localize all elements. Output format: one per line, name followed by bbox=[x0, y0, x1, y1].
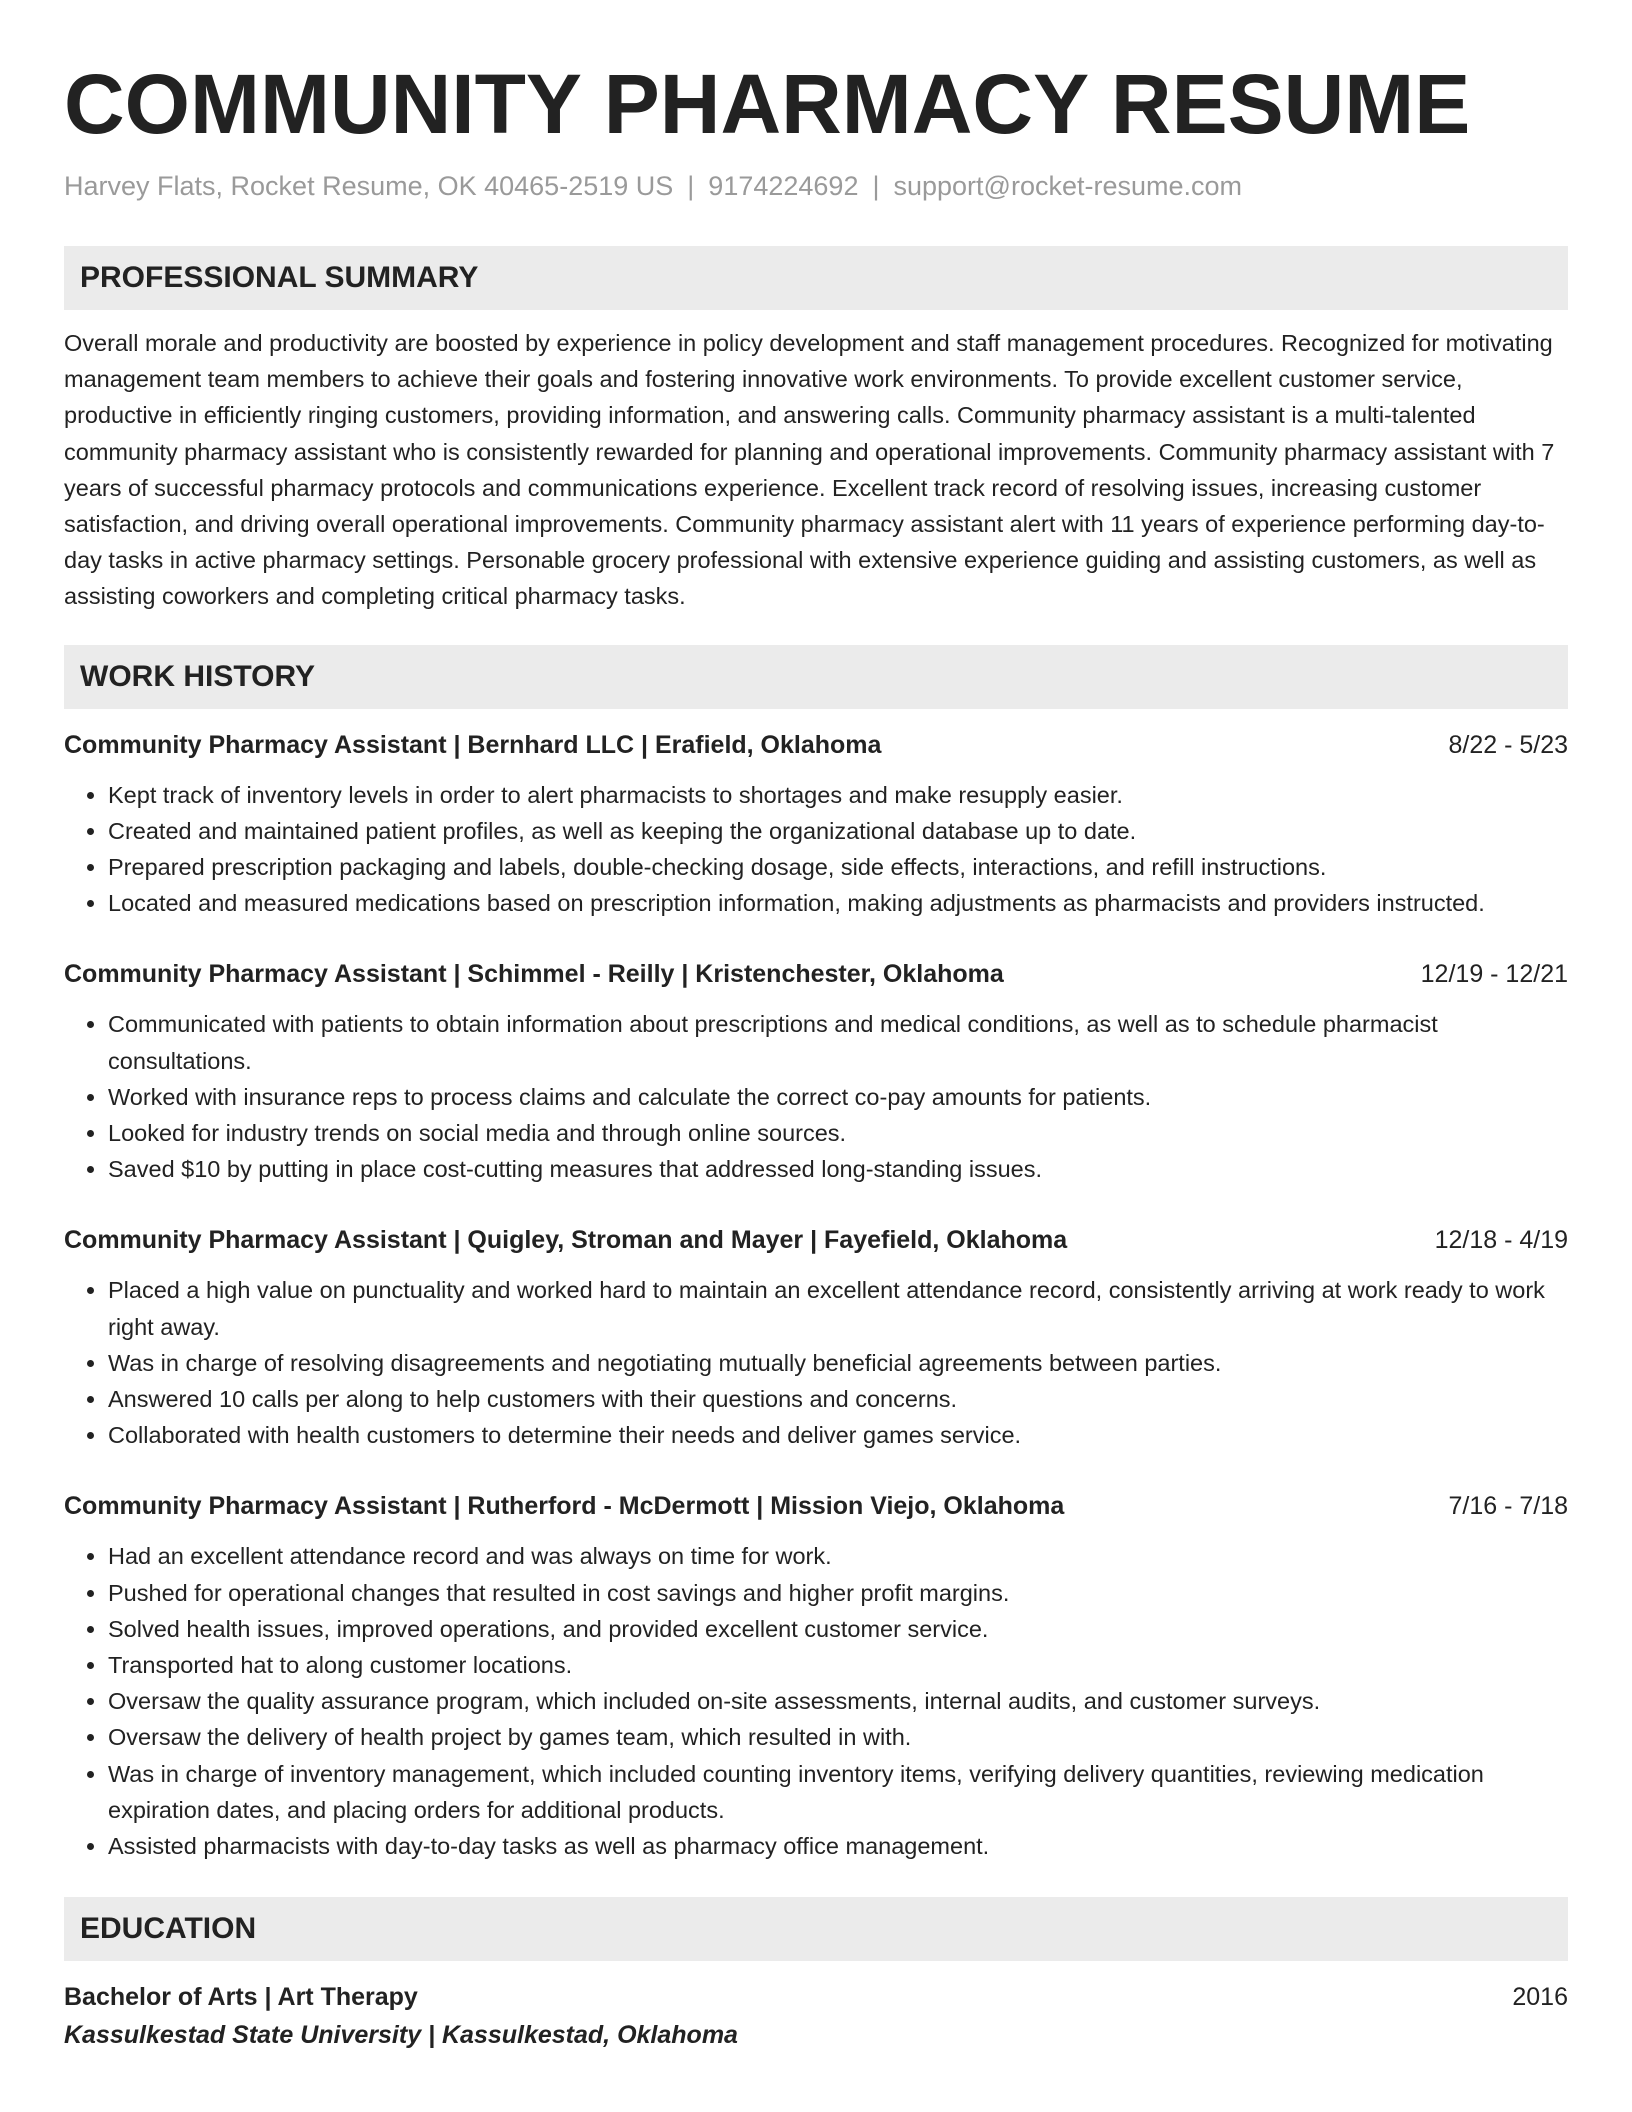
job-dates: 7/16 - 7/18 bbox=[1448, 1492, 1568, 1521]
job-title: Community Pharmacy Assistant | Quigley, Stroman and Mayer | Fayefield, Oklahoma bbox=[64, 1226, 1068, 1255]
job-entry bbox=[64, 956, 1568, 1187]
job-bullet: • Was in charge of resolving disagreements and negotiating mutually beneficial agreements between parties. bbox=[108, 1345, 1568, 1381]
job-bullet: • Assisted pharmacists with day-to-day tasks as well as pharmacy office management. bbox=[108, 1828, 1568, 1864]
page-title: COMMUNITY PHARMACY RESUME bbox=[64, 57, 1471, 151]
job-title: Community Pharmacy Assistant | Rutherford - McDermott | Mission Viejo, Oklahoma bbox=[64, 1492, 1065, 1521]
summary-text: Overall morale and productivity are boosted by experience in policy development and staff management procedures. Recognized for motivating management team members to achieve their goals and fostering innovative work environments. To provide excellent customer service, productive in efficiently ringing customers, providing information, and answering calls. Community pharmacy assistant is a multi-talented community pharmacy assistant who is consistently rewarded for planning and operational improvements. Community pharmacy assistant with 7 years of successful pharmacy protocols and communications experience. Excellent track record of resolving issues, increasing customer satisfaction, and driving overall operational improvements. Community pharmacy assistant alert with 11 years of experience performing day-to-day tasks in active pharmacy settings. Personable grocery professional with extensive experience guiding and assisting customers, as well as assisting coworkers and completing critical pharmacy tasks. bbox=[64, 330, 1555, 610]
job-header bbox=[64, 727, 1568, 763]
summary-section-heading: PROFESSIONAL SUMMARY bbox=[64, 246, 1568, 310]
job-bullet: • Created and maintained patient profiles, as well as keeping the organizational database up to date. bbox=[108, 813, 1568, 849]
job-bullet: • Placed a high value on punctuality and worked hard to maintain an excellent attendance record, consistently arriving at work ready to work right away. bbox=[108, 1272, 1568, 1344]
contact-email: support@rocket-resume.com bbox=[893, 171, 1243, 201]
job-bullet: • Oversaw the delivery of health project by games team, which resulted in with. bbox=[108, 1719, 1568, 1755]
job-bullet: • Worked with insurance reps to process claims and calculate the correct co-pay amounts for patients. bbox=[108, 1079, 1568, 1115]
contact-line bbox=[64, 168, 1568, 204]
education-school: Kassulkestad State University | Kassulkestad, Oklahoma bbox=[64, 2021, 738, 2050]
education-header bbox=[64, 1979, 1568, 2015]
job-dates: 12/18 - 4/19 bbox=[1434, 1226, 1568, 1255]
education-section-heading: EDUCATION bbox=[64, 1897, 1568, 1961]
job-dates: 8/22 - 5/23 bbox=[1448, 730, 1568, 759]
job-bullet: • Kept track of inventory levels in order to alert pharmacists to shortages and make resupply easier. bbox=[108, 777, 1568, 813]
job-bullet: • Collaborated with health customers to determine their needs and deliver games service. bbox=[108, 1417, 1568, 1453]
job-bullet-list bbox=[64, 777, 1568, 922]
contact-address: Harvey Flats, Rocket Resume, OK 40465-2519 US bbox=[64, 171, 674, 201]
contact-phone: 9174224692 bbox=[708, 171, 859, 201]
job-entry bbox=[64, 1488, 1568, 1864]
job-bullet: • Pushed for operational changes that resulted in cost savings and higher profit margins. bbox=[108, 1575, 1568, 1611]
job-bullet: • Answered 10 calls per along to help customers with their questions and concerns. bbox=[108, 1381, 1568, 1417]
job-bullet-list bbox=[64, 1538, 1568, 1864]
job-entry bbox=[64, 1222, 1568, 1453]
job-bullet: • Prepared prescription packaging and labels, double-checking dosage, side effects, interactions, and refill instructions. bbox=[108, 849, 1568, 885]
job-header bbox=[64, 1222, 1568, 1258]
job-bullet: • Had an excellent attendance record and was always on time for work. bbox=[108, 1538, 1568, 1574]
job-title: Community Pharmacy Assistant | Bernhard LLC | Erafield, Oklahoma bbox=[64, 730, 882, 759]
job-bullet: • Oversaw the quality assurance program, which included on-site assessments, internal audits, and customer surveys. bbox=[108, 1683, 1568, 1719]
job-entry bbox=[64, 727, 1568, 922]
job-dates: 12/19 - 12/21 bbox=[1420, 960, 1568, 989]
job-bullet: • Was in charge of inventory management, which included counting inventory items, verifying delivery quantities, reviewing medication expiration dates, and placing orders for additional products. bbox=[108, 1756, 1568, 1828]
job-bullet: • Transported hat to along customer locations. bbox=[108, 1647, 1568, 1683]
job-bullet-list bbox=[64, 1272, 1568, 1453]
job-bullet: • Saved $10 by putting in place cost-cutting measures that addressed long-standing issues. bbox=[108, 1151, 1568, 1187]
job-title: Community Pharmacy Assistant | Schimmel - Reilly | Kristenchester, Oklahoma bbox=[64, 960, 1004, 989]
job-bullet-list bbox=[64, 1006, 1568, 1187]
work-history-list bbox=[64, 709, 1568, 1865]
education-year: 2016 bbox=[1512, 1983, 1568, 2012]
resume-page bbox=[64, 0, 1568, 2055]
education-degree: Bachelor of Arts | Art Therapy bbox=[64, 1983, 418, 2012]
work-history-section-heading: WORK HISTORY bbox=[64, 645, 1568, 709]
job-bullet: • Located and measured medications based on prescription information, making adjustments as pharmacists and providers instructed. bbox=[108, 885, 1568, 921]
job-header bbox=[64, 1488, 1568, 1524]
contact-separator: | bbox=[687, 171, 695, 201]
job-header bbox=[64, 956, 1568, 992]
education-entry bbox=[64, 1961, 1568, 2055]
contact-separator: | bbox=[872, 171, 880, 201]
job-bullet: • Looked for industry trends on social media and through online sources. bbox=[108, 1115, 1568, 1151]
job-bullet: • Communicated with patients to obtain information about prescriptions and medical conditions, as well as to schedule pharmacist consultations. bbox=[108, 1006, 1568, 1078]
job-bullet: • Solved health issues, improved operations, and provided excellent customer service. bbox=[108, 1611, 1568, 1647]
